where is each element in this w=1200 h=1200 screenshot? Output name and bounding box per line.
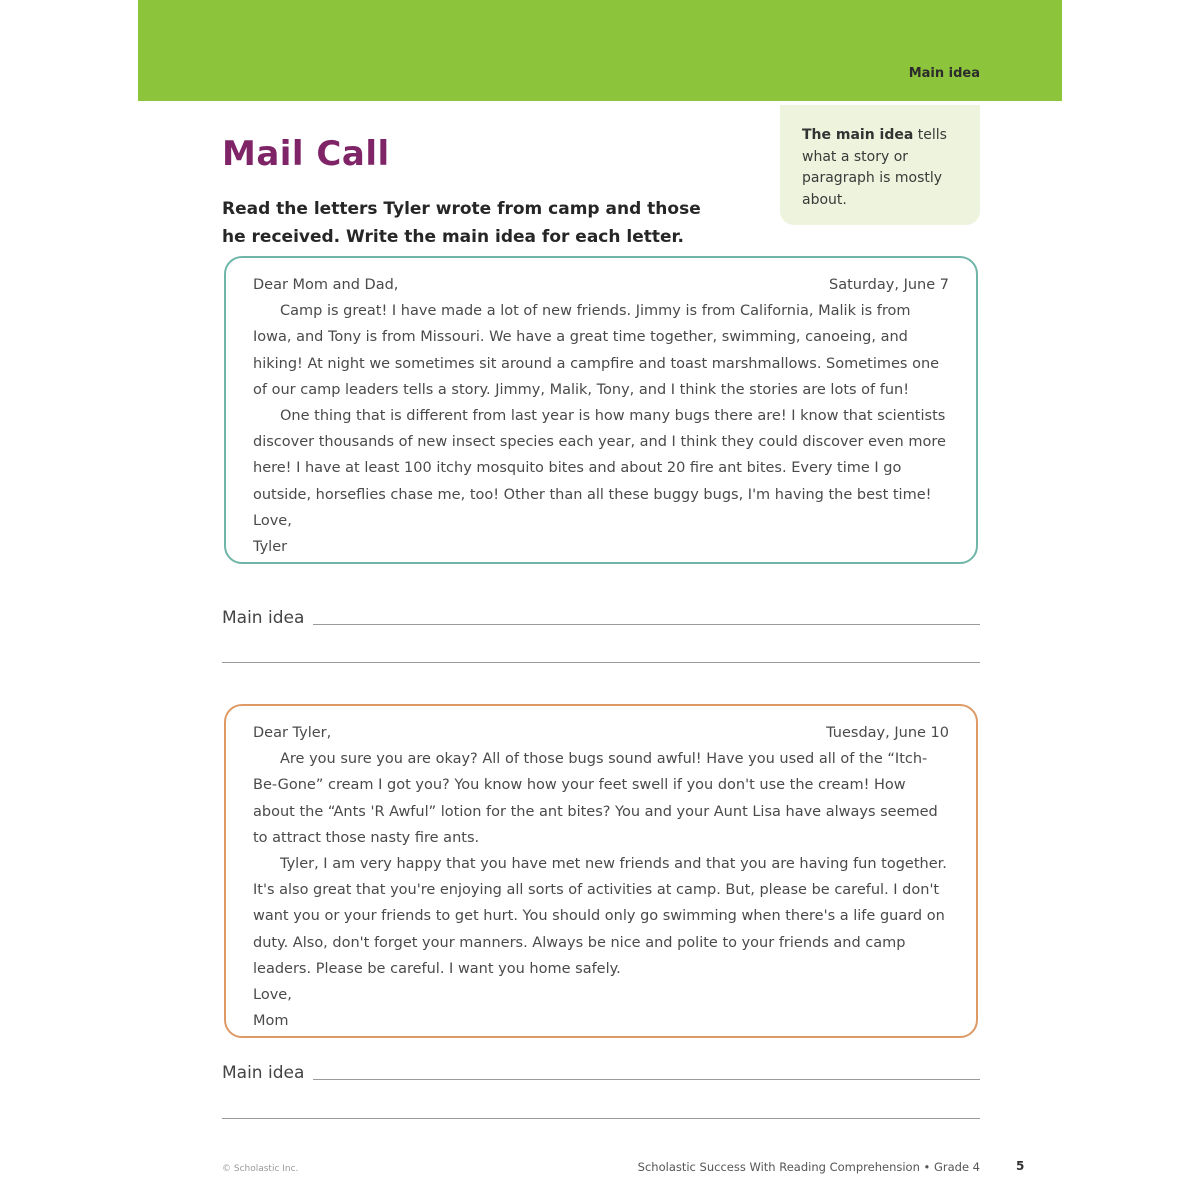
letter-from-tyler [224, 256, 978, 564]
letter-greeting: Dear Mom and Dad, [253, 277, 399, 293]
skill-label: Main idea [908, 66, 980, 81]
main-idea-label: Main idea [222, 608, 305, 628]
main-idea-answer-line[interactable] [222, 1118, 980, 1119]
letter-paragraph: Are you sure you are okay? All of those bugs sound awful! Have you used all of the “Itch-Be-Gone” cream I got you? You know how your feet swell if you don't use the cream! How about the “Ants 'R Awful” lotion for the ant bites? You and your Aunt Lisa have always seemed to attract those nasty fire ants. [253, 751, 938, 846]
letter-closing: Love, [253, 987, 292, 1004]
letter-signature: Tyler [253, 539, 288, 556]
main-idea-answer-line[interactable] [222, 662, 980, 663]
page-number: 5 [1016, 1159, 1025, 1173]
instructions: Read the letters Tyler wrote from camp and those he received. Write the main idea for each letter. [222, 199, 701, 247]
book-title: Scholastic Success With Reading Comprehension • Grade 4 [637, 1160, 980, 1174]
main-idea-answer-line[interactable] [313, 624, 980, 625]
tip-definition: tells what a story or paragraph is mostly about. [802, 127, 947, 208]
tip-box [780, 105, 980, 225]
page-title: Mail Call [222, 134, 390, 174]
letter-paragraph: Tyler, I am very happy that you have met new friends and that you are having fun together. It's also great that you're enjoying all sorts of activities at camp. But, please be careful. I don't want you or your friends to get hurt. You should only go swimming when there's a life guard on duty. Also, don't forget your manners. Always be nice and polite to your friends and camp leaders. Please be careful. I want you home safely. [253, 856, 947, 977]
letter-closing: Love, [253, 512, 292, 529]
copyright-notice: © Scholastic Inc. [222, 1164, 299, 1174]
main-idea-answer-line[interactable] [313, 1079, 980, 1080]
letter-paragraph: One thing that is different from last year is how many bugs there are! I know that scientists discover thousands of new insect species each year, and I think they could discover even more here! I have at least 100 itchy mosquito bites and about 20 fire ant bites. Every time I go outside, horseflies chase me, too! Other than all these buggy bugs, I'm having the best time! [253, 408, 946, 503]
letter-date: Saturday, June 7 [829, 277, 949, 293]
main-idea-label: Main idea [222, 1063, 305, 1083]
letter-date: Tuesday, June 10 [826, 725, 949, 741]
header-banner [138, 0, 1062, 101]
letter-paragraph: Camp is great! I have made a lot of new friends. Jimmy is from California, Malik is from Iowa, and Tony is from Missouri. We have a great time together, swimming, canoeing, and hiking! At night we sometimes sit around a campfire and toast marshmallows. Sometimes one of our camp leaders tells a story. Jimmy, Malik, Tony, and I think the stories are lots of fun! [253, 303, 940, 398]
letter-greeting: Dear Tyler, [253, 725, 332, 741]
tip-term: The main idea [802, 127, 914, 143]
letter-signature: Mom [253, 1013, 289, 1030]
letter-from-mom [224, 704, 978, 1038]
